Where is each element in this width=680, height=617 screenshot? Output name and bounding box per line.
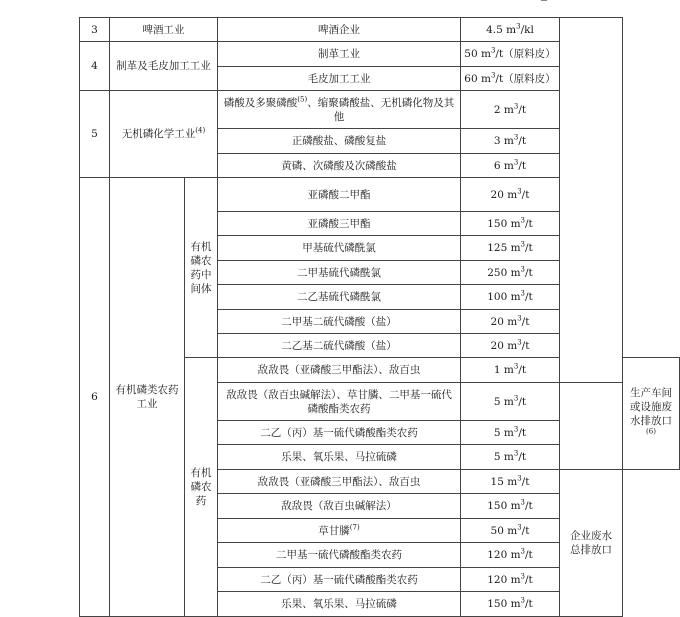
limit-value: 5 $m^3/t$ bbox=[461, 383, 560, 421]
product-name: 甲基硫代磷酰氯 bbox=[218, 236, 461, 261]
product-name: 黄磷、次磷酸及次磷酸盐 bbox=[218, 154, 461, 178]
table-row bbox=[80, 18, 680, 42]
limit-value: 120 $m^3/t$ bbox=[461, 568, 560, 592]
product-name: 二乙（丙）基一硫代磷酸酯类农药 bbox=[218, 421, 461, 445]
corner-mark bbox=[541, 0, 547, 4]
limit-value: 100 $m^3/t$ bbox=[461, 285, 560, 310]
industry-name: 制革及毛皮加工工业 bbox=[110, 42, 218, 91]
limit-value: 5 $m^3/t$ bbox=[461, 445, 560, 470]
industry-name: 有机磷类农药工业 bbox=[110, 178, 185, 617]
row-number: 3 bbox=[80, 18, 110, 42]
limit-value: 125 $m^3/t$ bbox=[461, 236, 560, 261]
discharge-location: 生产车间或设施废水排放口$^{(6)}$ bbox=[623, 358, 680, 470]
product-name: 二乙（丙）基一硫代磷酸酯类农药 bbox=[218, 568, 461, 592]
limit-value: 3 $m^3/t$ bbox=[461, 129, 560, 154]
limit-value: 50 $m^3/t$（原料皮） bbox=[461, 42, 560, 67]
product-name: 二甲基二硫代磷酸（盐） bbox=[218, 310, 461, 334]
limit-value: 20 $m^3/t$ bbox=[461, 310, 560, 334]
limit-value: 250 $m^3/t$ bbox=[461, 261, 560, 285]
industry-name: 无机磷化学工业$^{(4)}$ bbox=[110, 91, 218, 178]
product-name: 二乙基硫代磷酰氯 bbox=[218, 285, 461, 310]
limit-value: 150 $m^3/t$ bbox=[461, 592, 560, 617]
limit-value: 5 $m^3/t$ bbox=[461, 421, 560, 445]
product-name: 乐果、氧乐果、马拉硫磷 bbox=[218, 592, 461, 617]
location-cell-upper bbox=[560, 18, 623, 383]
product-name: 亚磷酸三甲酯 bbox=[218, 212, 461, 236]
limit-value: 20 $m^3/t$ bbox=[461, 334, 560, 358]
product-name: 敌敌畏（敌百虫碱解法） bbox=[218, 494, 461, 519]
product-name: 制革工业 bbox=[218, 42, 461, 67]
product-name: 草甘膦$^{(7)}$ bbox=[218, 519, 461, 543]
limit-value: 6 $m^3/t$ bbox=[461, 154, 560, 178]
limit-value: 150 $m^3/t$ bbox=[461, 212, 560, 236]
limit-value: 15 $m^3/t$ bbox=[461, 470, 560, 494]
product-name: 敌敌畏（亚磷酸三甲酯法）、敌百虫 bbox=[218, 470, 461, 494]
sub-category: 有机磷农药中间体 bbox=[185, 178, 218, 358]
discharge-location: 企业废水总排放口 bbox=[560, 470, 623, 617]
row-number: 4 bbox=[80, 42, 110, 91]
limit-value: 2 $m^3/t$ bbox=[461, 91, 560, 129]
industry-name: 啤酒工业 bbox=[110, 18, 218, 42]
product-name: 二甲基硫代磷酰氯 bbox=[218, 261, 461, 285]
discharge-standard-table bbox=[79, 17, 680, 617]
limit-value: 150 $m^3/t$ bbox=[461, 494, 560, 519]
product-name: 啤酒企业 bbox=[218, 18, 461, 42]
limit-value: 1 $m^3/t$ bbox=[461, 358, 560, 383]
product-name: 敌敌畏（亚磷酸三甲酯法）、敌百虫 bbox=[218, 358, 461, 383]
row-number: 6 bbox=[80, 178, 110, 617]
product-name: 亚磷酸二甲酯 bbox=[218, 178, 461, 212]
limit-value: 4.5 $m^3/kl$ bbox=[461, 18, 560, 42]
limit-value: 20 $m^3/t$ bbox=[461, 178, 560, 212]
product-name: 二乙基二硫代磷酸（盐） bbox=[218, 334, 461, 358]
product-name: 正磷酸盐、磷酸复盐 bbox=[218, 129, 461, 154]
product-name: 乐果、氧乐果、马拉硫磷 bbox=[218, 445, 461, 470]
row-number: 5 bbox=[80, 91, 110, 178]
product-name: 毛皮加工工业 bbox=[218, 67, 461, 91]
product-name: 二甲基一硫代磷酸酯类农药 bbox=[218, 543, 461, 568]
limit-value: 120 $m^3/t$ bbox=[461, 543, 560, 568]
sub-category: 有机磷农药 bbox=[185, 358, 218, 617]
product-name: 磷酸及多聚磷酸$^{(5)}$、缩聚磷酸盐、无机磷化物及其他 bbox=[218, 91, 461, 129]
product-name: 敌敌畏（敌百虫碱解法）、草甘膦、二甲基一硫代磷酸酯类农药 bbox=[218, 383, 461, 421]
limit-value: 60 $m^3/t$（原料皮） bbox=[461, 67, 560, 91]
limit-value: 50 $m^3/t$ bbox=[461, 519, 560, 543]
